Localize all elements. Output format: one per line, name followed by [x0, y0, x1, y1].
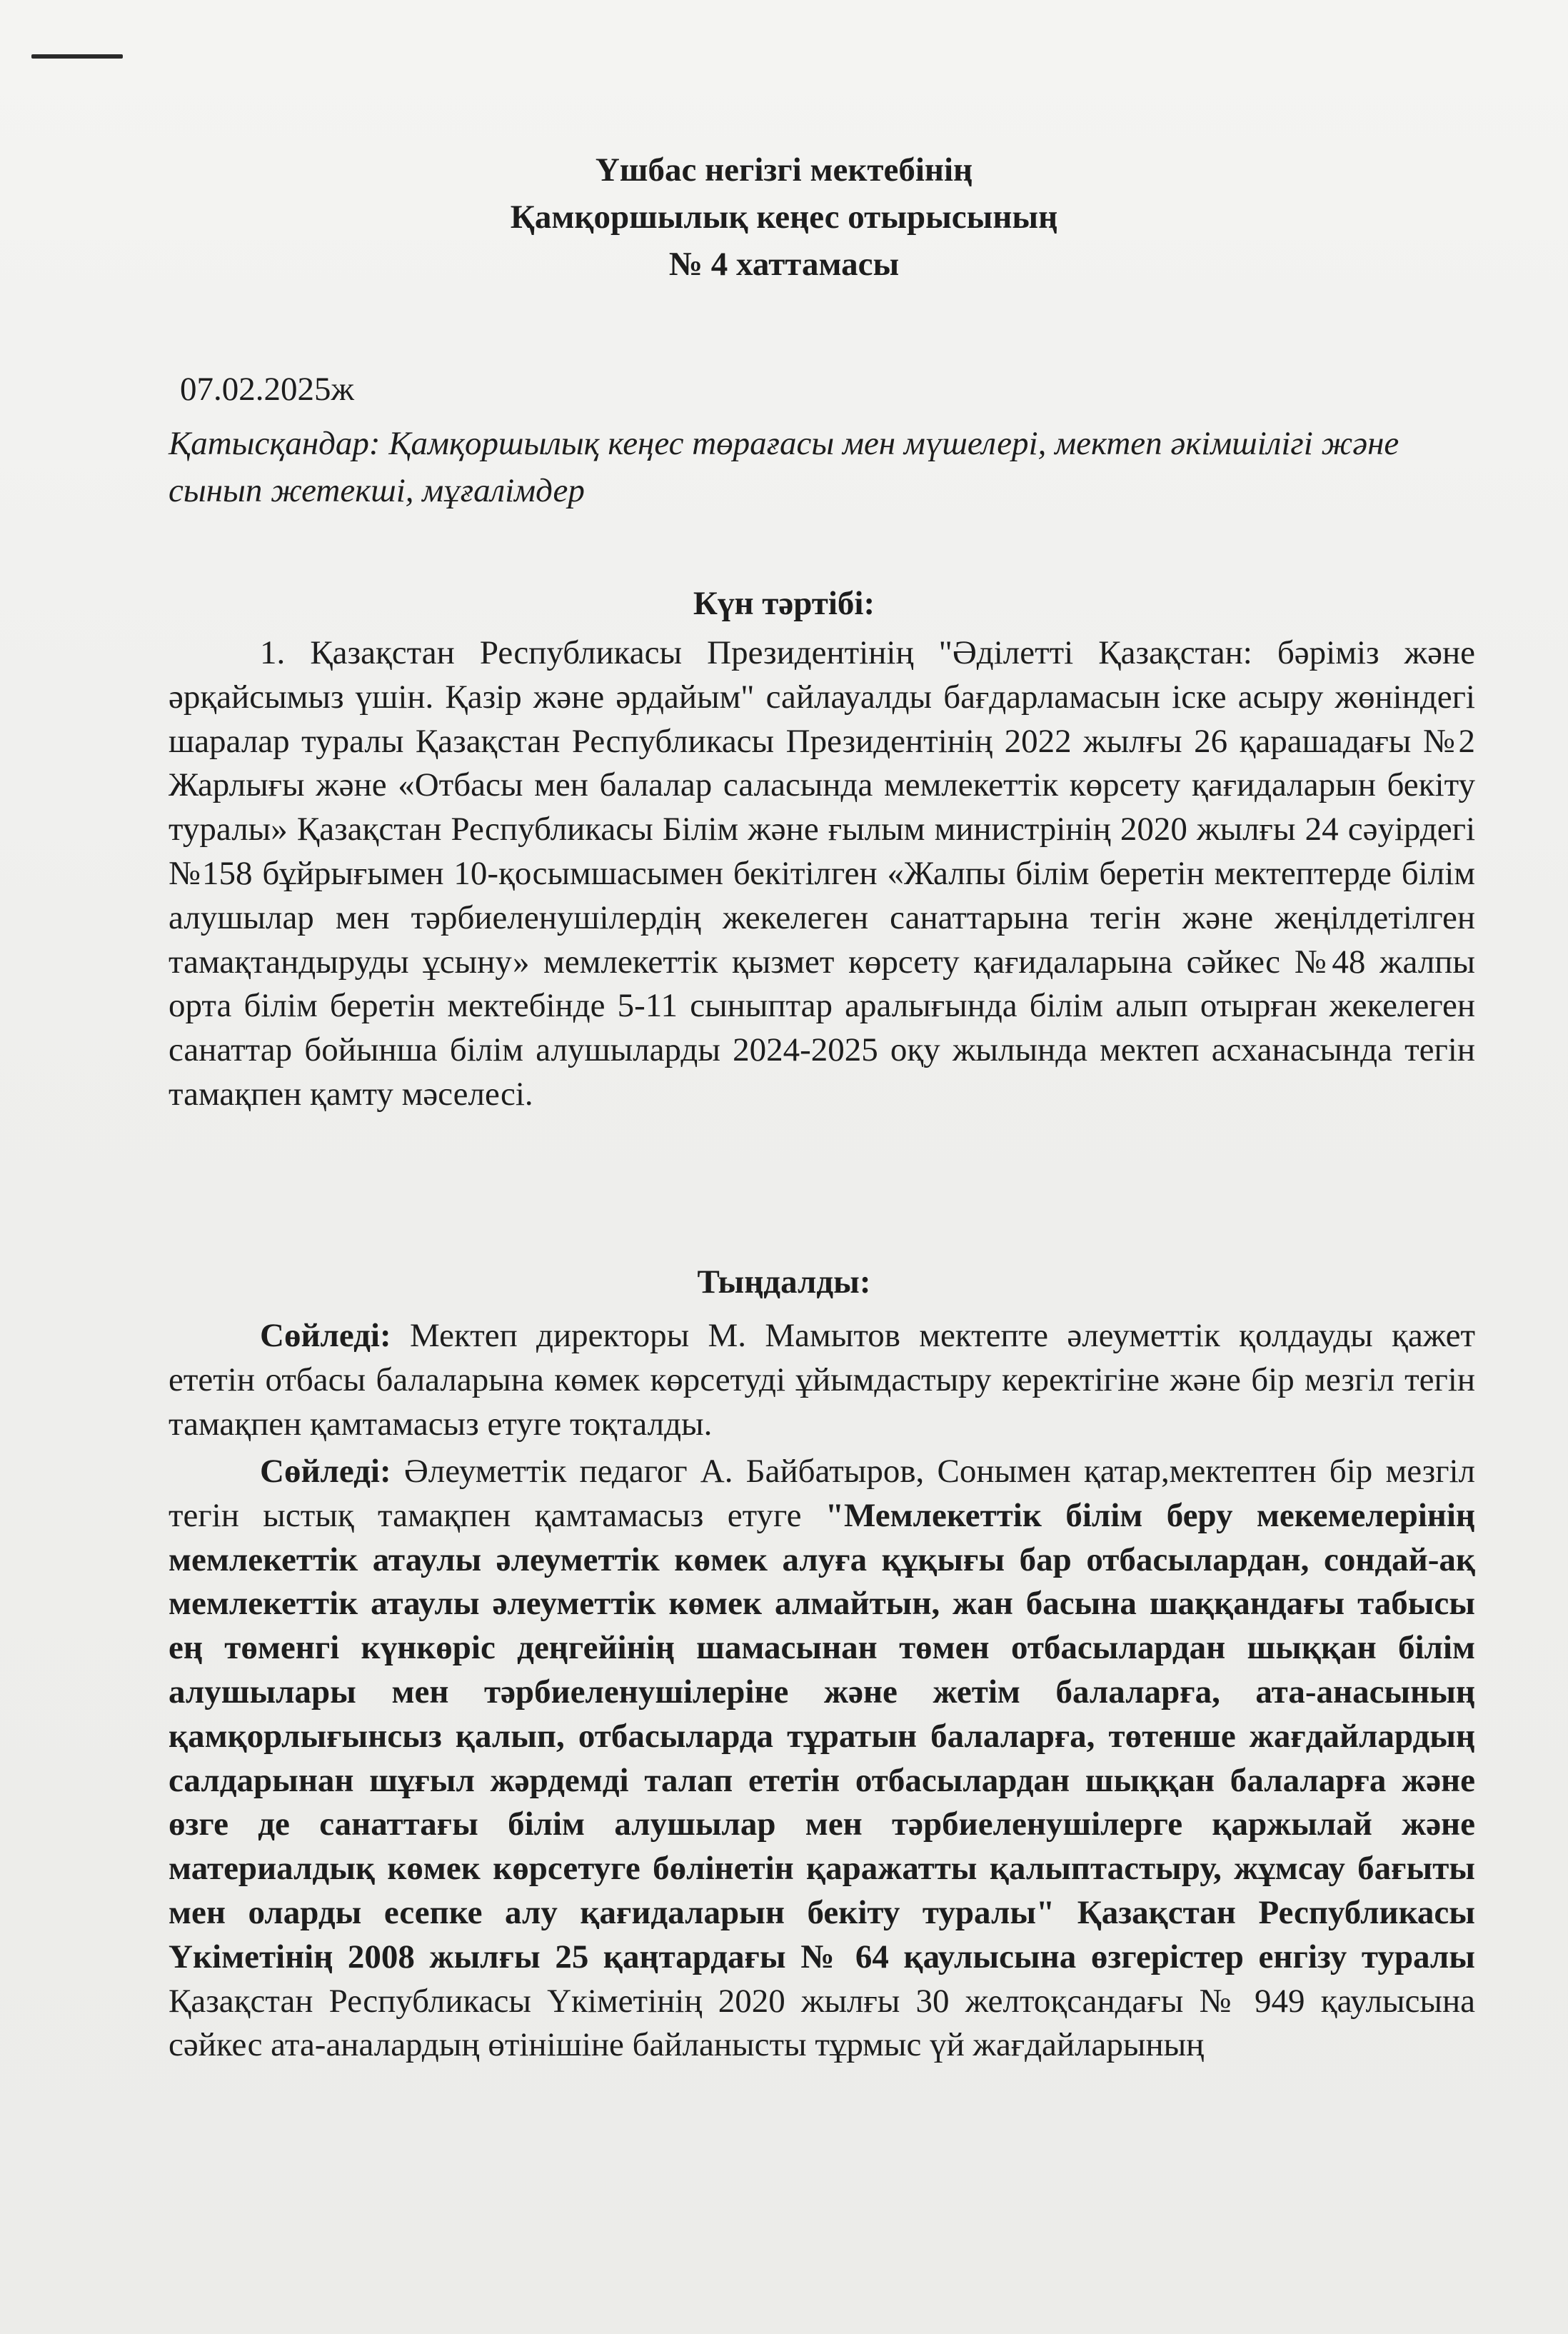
speech-pedagogue-continuation: Қазақстан Республикасы Үкіметінің 2020 жылғы 30 желтоқсандағы № 949 қаулысына сәйкес ата-аналардың өтінішіне байланысты тұрмыс үй жағдайларының	[169, 1982, 1475, 2064]
title-line-school: Үшбас негізгі мектебінің	[595, 151, 973, 189]
title-line-council: Қамқоршылық кеңес отырысының	[510, 199, 1058, 236]
heard-heading: Тыңдалды:	[697, 1263, 871, 1301]
speech-pedagogue-intro: Әлеуметтік педагог А. Байбатыров, Сонымен қатар,мектептен бір мезгіл тегін ыстық тамақпен қамтамасыз етуге	[169, 1453, 1475, 1534]
agenda-item-1: 1. Қазақстан Республикасы Президентінің "Әділетті Қазақстан: бәріміз және әрқайсымыз үшін. Қазір және әрдайым" сайлауалды бағдарламасын іске асыру жөніндегі шаралар туралы Қазақстан Республикасы Президентінің 2022 жылғы 26 қарашадағы №2 Жарлығы және «Отбасы мен балалар саласында мемлекеттік көрсету қағидаларын бекіту туралы» Қазақстан Республикасы Білім және ғылым министрінің 2020 жылғы 24 сәуірдегі №158 бұйрығымен 10-қосымшасымен бекітілген «Жалпы білім беретін мектептерде білім алушылар мен тәрбиеленушілердің жекелеген санаттарына тегін және жеңілдетілген тамақтандыруды ұсыну» мемлекеттік қызмет көрсету қағидаларына сәйкес №48 жалпы орта білім беретін мектебінде 5-11 сыныптар аралығында білім алып отырған жекелеген санаттар бойынша білім алушыларды 2024-2025 оқу жылында мектеп асханасында тегін тамақпен қамту мәселесі.	[169, 634, 1475, 1113]
meeting-date: 07.02.2025ж	[180, 371, 354, 408]
speaker-label: Сөйледі:	[260, 1317, 391, 1354]
speaker-label: Сөйледі:	[260, 1453, 391, 1490]
speech-pedagogue-decree-title: "Мемлекеттік білім беру мекемелерінің мемлекеттік атаулы әлеуметтік көмек алуға құқығы бар отбасылардан, сондай-ақ мемлекеттік атаулы әлеуметтік көмек алмайтын, жан басына шаққандағы табысы ең төменгі күнкөріс деңгейінің шамасынан төмен отбасылардан шыққан білім алушылары мен тәрбиеленушілеріне және жетім балаларға, ата-анасының қамқорлығынсыз қалып, отбасыларда тұратын балаларға, төтенше жағдайлардың салдарынан шұғыл жәрдемді талап ететін отбасылардан шыққан балаларға және өзге де санаттағы білім алушылар мен тәрбиеленушілерге қаржылай және материалдық көмек көрсетуге бөлінетін қаражатты қалыптастыру, жұмсау бағыты мен оларды есепке алу қағидаларын бекіту туралы" Қазақстан Республикасы Үкіметінің 2008 жылғы 25 қаңтардағы № 64 қаулысына өзгерістер енгізу туралы	[169, 1496, 1475, 1975]
speech-social-pedagogue	[169, 1450, 1475, 2068]
speech-director-text: Мектеп директоры М. Мамытов мектепте әлеуметтік қолдауды қажет ететін отбасы балаларына көмек көрсетуді ұйымдастыру керектігіне және бір мезгіл тегін тамақпен қамтамасыз етуге тоқталды.	[169, 1317, 1475, 1443]
title-line-protocol-number: № 4 хаттамасы	[668, 246, 900, 283]
corner-pen-mark	[31, 54, 123, 59]
agenda-heading: Күн тәртібі:	[693, 585, 875, 622]
participants-line: Қатысқандар: Қамқоршылық кеңес төрағасы мен мүшелері, мектеп әкімшілігі және сынып жетекші, мұғалімдер	[169, 425, 1399, 509]
document-title	[0, 146, 1568, 288]
speech-director	[169, 1314, 1475, 1446]
